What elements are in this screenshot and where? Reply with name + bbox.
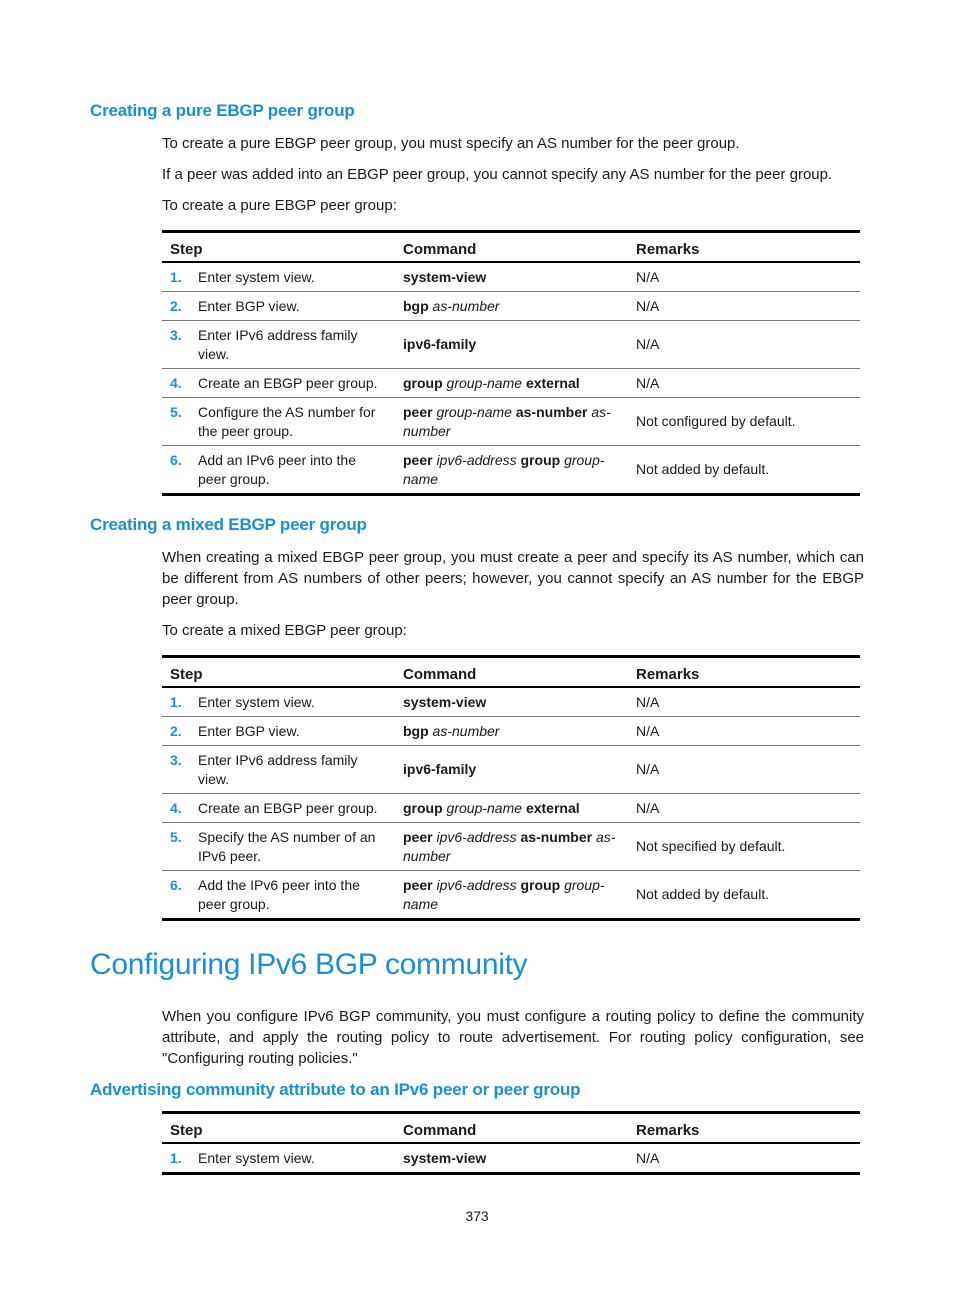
remarks-cell: Not specified by default. bbox=[628, 823, 860, 871]
header-step: Step bbox=[162, 1113, 395, 1144]
command-cell bbox=[395, 746, 628, 794]
command-argument: ipv6-address bbox=[436, 828, 517, 845]
command-keyword: peer bbox=[403, 403, 433, 420]
header-remarks: Remarks bbox=[628, 657, 860, 688]
remarks-cell: Not configured by default. bbox=[628, 398, 860, 446]
command-keyword: system-view bbox=[403, 268, 487, 285]
steps-table-pure-ebgp bbox=[162, 230, 860, 496]
command-keyword: bgp bbox=[403, 297, 429, 314]
command-keyword: as-number bbox=[515, 403, 588, 420]
command-cell bbox=[395, 1143, 628, 1174]
command-keyword: group bbox=[403, 374, 443, 391]
command-keyword: peer bbox=[403, 876, 433, 893]
table-row bbox=[162, 687, 860, 717]
header-remarks: Remarks bbox=[628, 1113, 860, 1144]
step-description: Specify the AS number of an IPv6 peer. bbox=[190, 823, 395, 871]
table-row bbox=[162, 321, 860, 369]
command-cell bbox=[395, 794, 628, 823]
command-argument: as-number bbox=[403, 403, 611, 439]
remarks-cell: N/A bbox=[628, 369, 860, 398]
step-description: Add an IPv6 peer into the peer group. bbox=[190, 446, 395, 495]
command-argument: as-number bbox=[403, 828, 616, 864]
paragraph: If a peer was added into an EBGP peer group, you cannot specify any AS number for the peer group. bbox=[162, 166, 833, 183]
command-keyword: system-view bbox=[403, 1149, 487, 1166]
step-number: 3. bbox=[162, 321, 190, 369]
step-number: 6. bbox=[162, 446, 190, 495]
command-keyword: ipv6-family bbox=[403, 761, 477, 777]
command-keyword: peer bbox=[403, 451, 433, 468]
command-cell bbox=[395, 717, 628, 746]
command-argument: group-name bbox=[446, 799, 523, 816]
command-argument: group-name bbox=[403, 451, 605, 487]
command-argument: group-name bbox=[436, 403, 512, 420]
step-number: 1. bbox=[162, 1143, 190, 1174]
step-description: Enter IPv6 address family view. bbox=[190, 321, 395, 369]
command-keyword: group bbox=[520, 451, 561, 468]
command-cell bbox=[395, 446, 628, 495]
step-description: Create an EBGP peer group. bbox=[190, 369, 395, 398]
command-keyword: external bbox=[525, 374, 580, 391]
step-number: 6. bbox=[162, 871, 190, 920]
remarks-cell: N/A bbox=[628, 262, 860, 292]
header-step: Step bbox=[162, 657, 395, 688]
section-heading-mixed-ebgp: Creating a mixed EBGP peer group bbox=[90, 515, 367, 534]
table-row bbox=[162, 292, 860, 321]
table-row bbox=[162, 369, 860, 398]
table-row bbox=[162, 1143, 860, 1174]
header-command: Command bbox=[395, 657, 628, 688]
command-keyword: group bbox=[520, 876, 561, 893]
remarks-cell: N/A bbox=[628, 1143, 860, 1174]
command-argument: group-name bbox=[446, 374, 523, 391]
table-header-row bbox=[162, 232, 860, 263]
command-keyword: ipv6-family bbox=[403, 336, 477, 352]
command-cell bbox=[395, 687, 628, 717]
remarks-cell: N/A bbox=[628, 746, 860, 794]
step-number: 5. bbox=[162, 398, 190, 446]
step-description: Enter system view. bbox=[190, 262, 395, 292]
command-argument: as-number bbox=[432, 722, 500, 739]
step-number: 1. bbox=[162, 687, 190, 717]
table-header-row bbox=[162, 657, 860, 688]
step-number: 4. bbox=[162, 369, 190, 398]
command-keyword: group bbox=[403, 799, 443, 816]
command-argument: ipv6-address bbox=[436, 451, 517, 468]
command-cell bbox=[395, 292, 628, 321]
command-keyword: peer bbox=[403, 828, 433, 845]
table-header-row bbox=[162, 1113, 860, 1144]
table-row bbox=[162, 446, 860, 495]
table-row bbox=[162, 746, 860, 794]
remarks-cell: N/A bbox=[628, 687, 860, 717]
header-step: Step bbox=[162, 232, 395, 263]
chapter-title: Configuring IPv6 BGP community bbox=[90, 948, 528, 981]
step-description: Configure the AS number for the peer group. bbox=[190, 398, 395, 446]
step-description: Enter system view. bbox=[190, 687, 395, 717]
command-cell bbox=[395, 871, 628, 920]
remarks-cell: Not added by default. bbox=[628, 871, 860, 920]
step-number: 2. bbox=[162, 717, 190, 746]
remarks-cell: N/A bbox=[628, 292, 860, 321]
paragraph: To create a pure EBGP peer group: bbox=[162, 197, 397, 214]
header-remarks: Remarks bbox=[628, 232, 860, 263]
command-keyword: as-number bbox=[520, 828, 593, 845]
command-cell bbox=[395, 823, 628, 871]
remarks-cell: N/A bbox=[628, 794, 860, 823]
table-row bbox=[162, 398, 860, 446]
paragraph: When you configure IPv6 BGP community, you must configure a routing policy to define the community attribute, and apply the routing policy to route advertisement. For routing policy configuration, see "Configuring routing policies." bbox=[162, 1008, 864, 1067]
step-number: 2. bbox=[162, 292, 190, 321]
command-cell bbox=[395, 321, 628, 369]
remarks-cell: N/A bbox=[628, 321, 860, 369]
header-command: Command bbox=[395, 232, 628, 263]
step-number: 1. bbox=[162, 262, 190, 292]
page-number: 373 bbox=[465, 1208, 489, 1224]
command-keyword: bgp bbox=[403, 722, 429, 739]
remarks-cell: N/A bbox=[628, 717, 860, 746]
header-command: Command bbox=[395, 1113, 628, 1144]
command-keyword: external bbox=[525, 799, 580, 816]
step-description: Create an EBGP peer group. bbox=[190, 794, 395, 823]
step-description: Enter BGP view. bbox=[190, 717, 395, 746]
step-description: Enter BGP view. bbox=[190, 292, 395, 321]
paragraph: When creating a mixed EBGP peer group, you must create a peer and specify its AS number, which can be different from AS numbers of other peers; however, you cannot specify an AS number for the EBGP peer group. bbox=[162, 549, 864, 608]
command-argument: ipv6-address bbox=[436, 876, 517, 893]
table-row bbox=[162, 871, 860, 920]
step-description: Enter IPv6 address family view. bbox=[190, 746, 395, 794]
section-heading-advertising-community: Advertising community attribute to an IPv6 peer or peer group bbox=[90, 1080, 581, 1099]
steps-table-community bbox=[162, 1111, 860, 1175]
command-argument: group-name bbox=[403, 876, 605, 912]
step-number: 3. bbox=[162, 746, 190, 794]
step-description: Enter system view. bbox=[190, 1143, 395, 1174]
command-cell bbox=[395, 398, 628, 446]
table-row bbox=[162, 717, 860, 746]
step-description: Add the IPv6 peer into the peer group. bbox=[190, 871, 395, 920]
table-row bbox=[162, 823, 860, 871]
command-cell bbox=[395, 262, 628, 292]
steps-table-mixed-ebgp bbox=[162, 655, 860, 921]
command-argument: as-number bbox=[432, 297, 500, 314]
section-heading-pure-ebgp: Creating a pure EBGP peer group bbox=[90, 101, 355, 120]
step-number: 4. bbox=[162, 794, 190, 823]
step-number: 5. bbox=[162, 823, 190, 871]
paragraph: To create a mixed EBGP peer group: bbox=[162, 622, 407, 639]
command-keyword: system-view bbox=[403, 693, 487, 710]
table-row bbox=[162, 262, 860, 292]
command-cell bbox=[395, 369, 628, 398]
paragraph: To create a pure EBGP peer group, you must specify an AS number for the peer group. bbox=[162, 135, 740, 152]
remarks-cell: Not added by default. bbox=[628, 446, 860, 495]
table-row bbox=[162, 794, 860, 823]
